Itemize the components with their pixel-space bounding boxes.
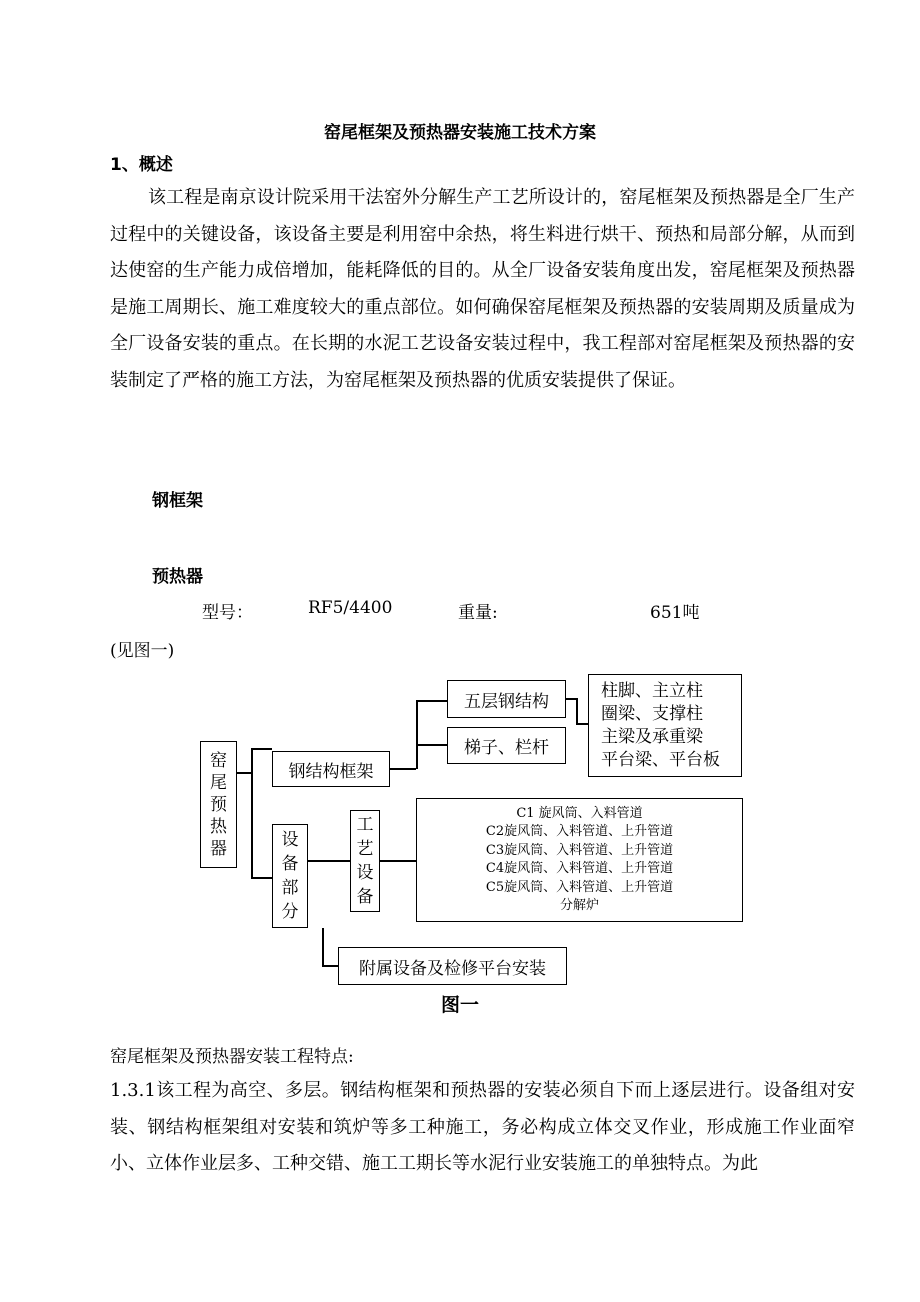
process-char: 备 xyxy=(356,887,374,907)
overview-paragraph: 该工程是南京设计院采用干法窑外分解生产工艺所设计的，窑尾框架及预热器是全厂生产过程中的关键设备，该设备主要是利用窑中余热，将生料进行烘干、预热和局部分解，从而到达使窑的生产能力成倍增加，能耗降低的目的。从全厂设备安装角度出发，窑尾框架及预热器是施工周期长、施工难度较大的重点部位。如何确保窑尾框架及预热器的安装周期及质量成为全厂设备安装的重点。在长期的水泥工艺设备安装过程中，我工程部对窑尾框架及预热器的安装制定了严格的施工方法，为窑尾框架及预热器的优质安装提供了保证。 xyxy=(110,187,855,391)
process-item: 分解炉 xyxy=(559,898,599,913)
connector xyxy=(380,860,416,862)
root-char: 窑 xyxy=(210,750,227,771)
see-figure-note: (见图一) xyxy=(110,641,175,661)
root-char: 预 xyxy=(210,794,227,815)
equipment-char: 分 xyxy=(281,902,299,922)
equipment-char: 部 xyxy=(281,878,299,898)
process-item: C2旋风筒、入料管道、上升管道 xyxy=(485,824,674,839)
document-title: 窑尾框架及预热器安装施工技术方案 xyxy=(324,123,596,143)
connector xyxy=(390,768,416,770)
subheading-preheater: 预热器 xyxy=(152,567,203,587)
process-char: 艺 xyxy=(356,839,374,859)
figure-caption: 图一 xyxy=(440,994,479,1016)
steel-component: 主梁及承重梁 xyxy=(601,726,703,747)
feature-paragraph-1-3-1: 1.3.1该工程为高空、多层。钢结构框架和预热器的安装必须自下而上逐层进行。设备组对安装、钢结构框架组对安装和筑炉等多工种施工，务必构成立体交叉作业，形成施工作业面窄小、立体作业层多、工种交错、施工工期长等水泥行业安装施工的单独特点。为此 xyxy=(110,1080,855,1174)
connector xyxy=(566,698,576,700)
connector xyxy=(416,700,418,769)
weight-value: 651吨 xyxy=(650,603,700,623)
root-char: 尾 xyxy=(210,772,227,793)
process-char: 工 xyxy=(356,815,374,835)
connector xyxy=(322,965,338,967)
process-char: 设 xyxy=(356,863,374,883)
equipment-char: 备 xyxy=(281,854,299,874)
box-process-items xyxy=(416,798,743,922)
box-ladder-railing: 梯子、栏杆 xyxy=(447,727,566,764)
root-char: 热 xyxy=(210,816,227,837)
connector xyxy=(251,748,253,878)
steel-component: 柱脚、主立柱 xyxy=(601,680,703,701)
section-heading-overview: 1、概述 xyxy=(110,155,173,175)
equipment-char: 设 xyxy=(281,830,299,850)
connector xyxy=(236,772,251,774)
box-steel-components xyxy=(588,674,742,777)
weight-label: 重量: xyxy=(458,603,498,623)
process-item: C4旋风筒、入料管道、上升管道 xyxy=(485,861,674,876)
model-label: 型号： xyxy=(202,603,253,623)
subheading-steel-frame: 钢框架 xyxy=(152,491,203,511)
box-process-equipment xyxy=(350,810,380,912)
box-equipment-part xyxy=(272,824,308,928)
connector xyxy=(416,700,447,702)
process-item: C3旋风筒、入料管道、上升管道 xyxy=(485,842,674,858)
steel-component: 圈梁、支撑柱 xyxy=(601,703,703,724)
connector xyxy=(251,877,272,879)
box-five-layer-steel: 五层钢结构 xyxy=(447,680,566,718)
connector xyxy=(251,748,272,750)
connector xyxy=(322,928,324,966)
box-auxiliary-equipment: 附属设备及检修平台安装 xyxy=(338,947,567,985)
connector xyxy=(576,698,578,724)
process-item: C1 旋风筒、入料管道 xyxy=(516,805,643,821)
steel-component: 平台梁、平台板 xyxy=(601,749,720,770)
root-box-kiln-tail-preheater xyxy=(200,741,237,868)
box-steel-frame: 钢结构框架 xyxy=(272,751,390,787)
model-value: RF5/4400 xyxy=(308,598,393,618)
connector xyxy=(576,723,588,725)
connector xyxy=(308,860,350,862)
features-heading: 窑尾框架及预热器安装工程特点: xyxy=(110,1047,354,1067)
connector xyxy=(416,744,447,746)
root-char: 器 xyxy=(210,838,227,859)
process-item: C5旋风筒、入料管道、上升管道 xyxy=(485,879,674,895)
